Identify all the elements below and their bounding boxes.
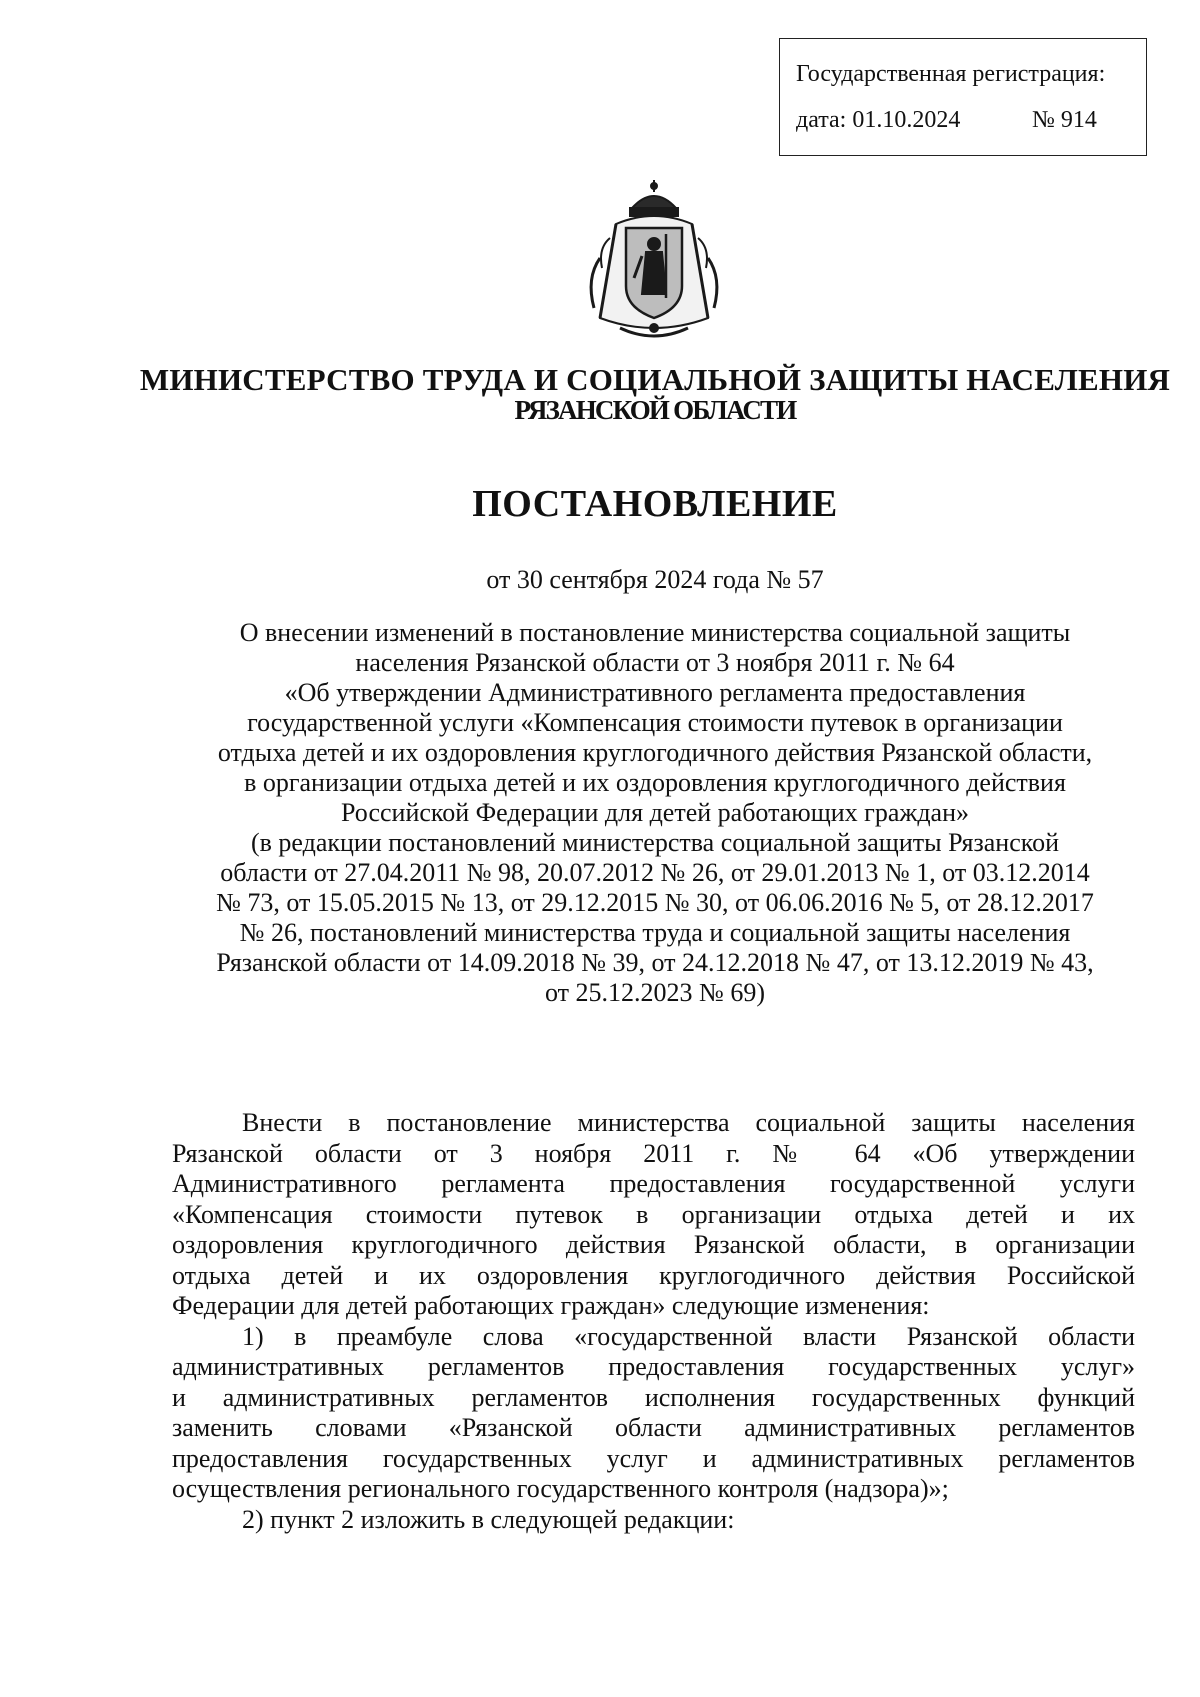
title-line: в организации отдыха детей и их оздоровления круглогодичного действия (244, 768, 1066, 797)
body-line: 1) в преамбуле слова «государственной власти Рязанской области (242, 1321, 1135, 1351)
title-line: Российской Федерации для детей работающих граждан» (340, 798, 970, 827)
body-line: Федерации для детей работающих граждан» следующие изменения: (172, 1291, 930, 1320)
title-line: «Об утверждении Административного регламента предоставления (284, 678, 1026, 707)
body-line: Рязанской области от 3 ноября 2011 г. № 64 «Об утверждении (172, 1138, 1135, 1168)
body-line: заменить словами «Рязанской области административных регламентов (172, 1413, 1135, 1442)
body-line: осуществления регионального государственного контроля (надзора)»; (172, 1474, 949, 1503)
title-line: (в редакции постановлений министерства социальной защиты Рязанской (250, 828, 1059, 857)
body-line: предоставления государственных услуг и административных регламентов (172, 1443, 1135, 1473)
title-line: № 73, от 15.05.2015 № 13, от 29.12.2015 № 30, от 06.06.2016 № 5, от 28.12.2017 (216, 888, 1094, 917)
registration-date: дата: 01.10.2024 (796, 107, 961, 133)
registration-title: Государственная регистрация: (796, 61, 1106, 87)
body-line: административных регламентов предоставления государственных услуг» (172, 1352, 1135, 1381)
ryazan-coat-of-arms-icon (580, 178, 728, 346)
registration-stamp (779, 38, 1147, 156)
body-line: Внести в постановление министерства социальной защиты населения (242, 1108, 1135, 1137)
document-type: ПОСТАНОВЛЕНИЕ (472, 483, 838, 525)
title-line: государственной услуги «Компенсация стоимости путевок в организации (247, 708, 1063, 737)
title-line: населения Рязанской области от 3 ноября 2011 г. № 64 (355, 648, 955, 677)
title-line: № 26, постановлений министерства труда и социальной защиты населения (239, 918, 1071, 947)
title-line: О внесении изменений в постановление министерства социальной защиты (239, 618, 1071, 647)
body-line: отдыха детей и их оздоровления круглогодичного действия Российской (172, 1260, 1135, 1290)
title-line: от 25.12.2023 № 69) (545, 978, 765, 1007)
ministry-name-line1: МИНИСТЕРСТВО ТРУДА И СОЦИАЛЬНОЙ ЗАЩИТЫ НАСЕЛЕНИЯ (139, 362, 1171, 397)
registration-number: № 914 (1032, 107, 1097, 133)
resolution-body (172, 1108, 1135, 1535)
ministry-name-line2: РЯЗАНСКОЙ ОБЛАСТИ (514, 395, 796, 425)
body-line: «Компенсация стоимости путевок в организации отдыха детей и их (172, 1199, 1135, 1229)
title-line: отдыха детей и их оздоровления круглогодичного действия Рязанской области, (217, 738, 1093, 767)
title-line: Рязанской области от 14.09.2018 № 39, от 24.12.2018 № 47, от 13.12.2019 № 43, (216, 948, 1094, 977)
body-line: оздоровления круглогодичного действия Рязанской области, в организации (172, 1230, 1135, 1259)
body-line: 2) пункт 2 изложить в следующей редакции: (242, 1504, 735, 1534)
body-line: и административных регламентов исполнения государственных функций (172, 1382, 1135, 1412)
body-line: Административного регламента предоставления государственной услуги (172, 1169, 1135, 1198)
title-line: области от 27.04.2011 № 98, 20.07.2012 № 26, от 29.01.2013 № 1, от 03.12.2014 (220, 858, 1090, 887)
document-date-number: от 30 сентября 2024 года № 57 (486, 565, 824, 594)
resolution-title (160, 618, 1150, 1008)
